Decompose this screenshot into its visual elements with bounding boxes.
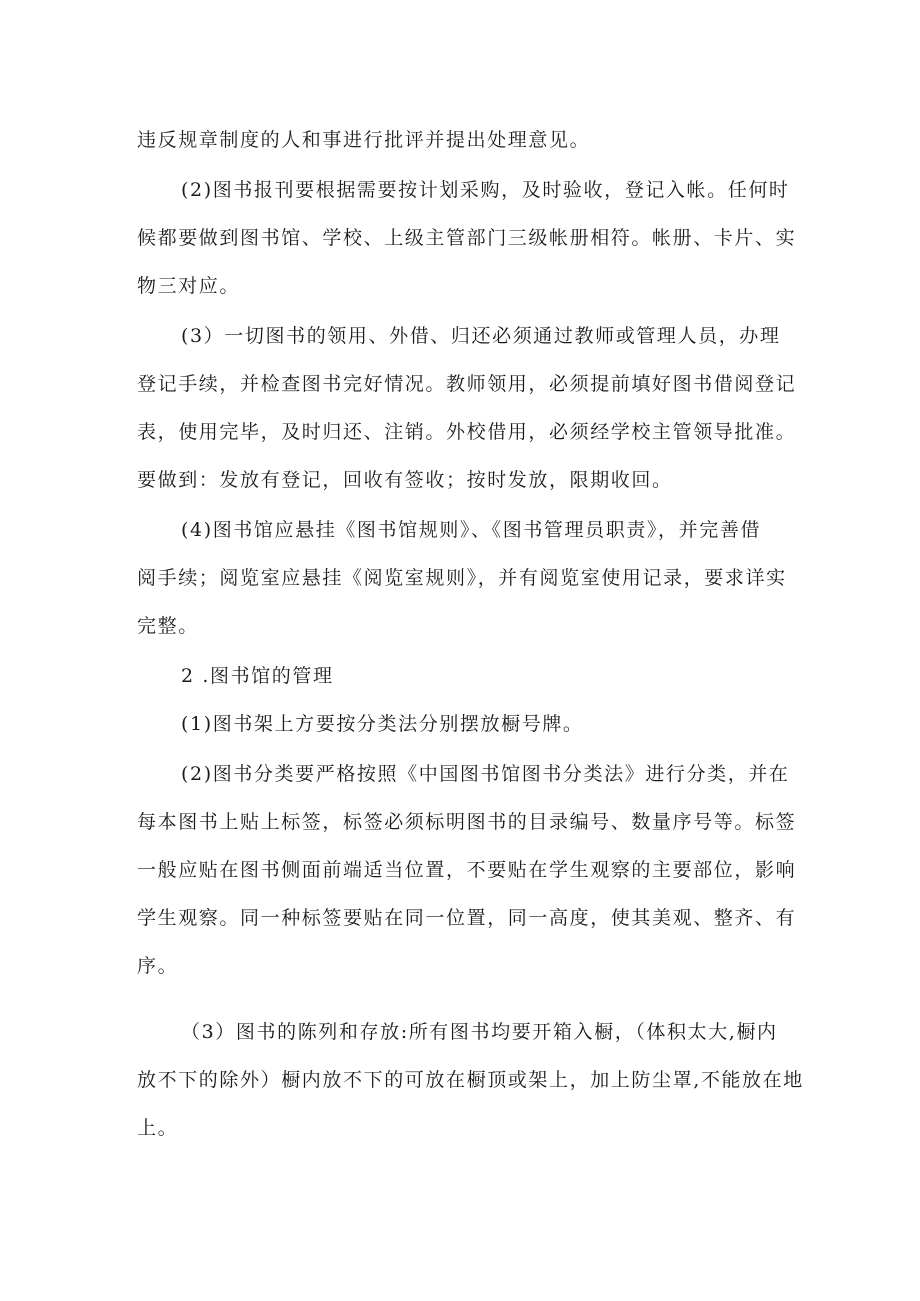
- paragraph-line: 放不下的除外）橱内放不下的可放在橱顶或架上，加上防尘罩,不能放在地: [137, 1069, 804, 1091]
- paragraph-line: 要做到：发放有登记，回收有签收；按时发放，限期收回。: [137, 469, 673, 491]
- paragraph-line: 违反规章制度的人和事进行批评并提出处理意见。: [137, 129, 591, 151]
- paragraph-line: 上。: [137, 1117, 179, 1139]
- paragraph-line: 表，使用完毕，及时归还、注销。外校借用，必须经学校主管领导批准。: [137, 421, 797, 443]
- paragraph-line: (4)图书馆应悬挂《图书馆规则》、《图书管理员职责》，并完善借: [181, 519, 762, 541]
- paragraph-line: 每本图书上贴上标签，标签必须标明图书的目录编号、数量序号等。标签: [137, 811, 797, 833]
- paragraph-line: 阅手续；阅览室应悬挂《阅览室规则》，并有阅览室使用记录，要求详实: [137, 567, 787, 589]
- paragraph-line: (3）一切图书的领用、外借、归还必须通过教师或管理人员，办理: [181, 325, 781, 347]
- paragraph-line: 候都要做到图书馆、学校、上级主管部门三级帐册相符。帐册、卡片、实: [137, 227, 797, 249]
- paragraph-line: （3）图书的陈列和存放:所有图书均要开箱入橱，（体积太大,橱内: [181, 1021, 778, 1043]
- paragraph-line: (2)图书分类要严格按照《中国图书馆图书分类法》进行分类，并在: [181, 763, 790, 785]
- paragraph-line: (2)图书报刊要根据需要按计划采购，及时验收，登记入帐。任何时: [181, 179, 790, 201]
- paragraph-line: 一般应贴在图书侧面前端适当位置，不要贴在学生观察的主要部位，影响: [137, 859, 797, 881]
- paragraph-line: 序。: [137, 955, 179, 977]
- paragraph-line: 学生观察。同一种标签要贴在同一位置，同一高度，使其美观、整齐、有: [137, 907, 797, 929]
- paragraph-line: 物三对应。: [137, 275, 241, 297]
- section-heading: 2 .图书馆的管理: [181, 665, 334, 687]
- paragraph-line: (1)图书架上方要按分类法分别摆放橱号牌。: [181, 713, 584, 735]
- paragraph-line: 登记手续，并检查图书完好情况。教师领用，必须提前填好图书借阅登记: [137, 373, 797, 395]
- paragraph-line: 完整。: [137, 615, 199, 637]
